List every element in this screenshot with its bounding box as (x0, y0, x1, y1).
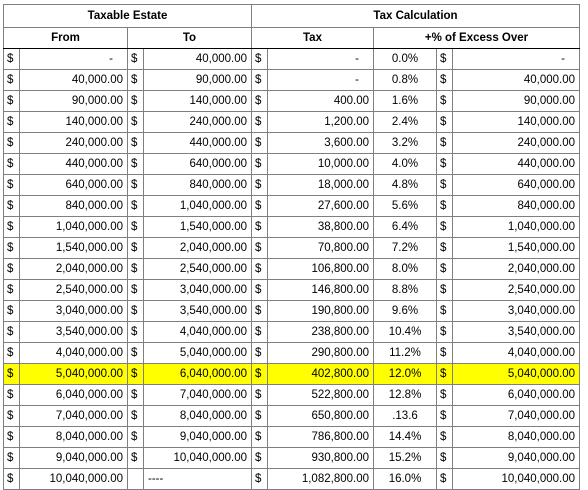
excess-rate: .13.6 (374, 406, 437, 427)
table-row (4, 427, 580, 448)
tax-column-header: Tax (252, 28, 374, 49)
over-currency-symbol: $ (437, 448, 453, 469)
tax-amount: 146,800.00 (268, 280, 374, 301)
from-currency-symbol: $ (4, 112, 20, 133)
from-currency-symbol: $ (4, 154, 20, 175)
to-currency-symbol: $ (128, 322, 144, 343)
table-row (4, 196, 580, 217)
excess-rate: 1.6% (374, 91, 437, 112)
excess-over-amount: 240,000.00 (453, 133, 580, 154)
excess-rate: 14.4% (374, 427, 437, 448)
tax-currency-symbol: $ (252, 301, 268, 322)
tax-currency-symbol: $ (252, 406, 268, 427)
tax-calculation-header: Tax Calculation (252, 5, 580, 28)
from-currency-symbol: $ (4, 322, 20, 343)
to-currency-symbol: $ (128, 301, 144, 322)
over-currency-symbol: $ (437, 280, 453, 301)
from-currency-symbol: $ (4, 91, 20, 112)
from-amount: 7,040,000.00 (20, 406, 128, 427)
over-currency-symbol: $ (437, 175, 453, 196)
over-currency-symbol: $ (437, 322, 453, 343)
tax-amount: - (268, 70, 374, 91)
from-amount: 90,000.00 (20, 91, 128, 112)
over-currency-symbol: $ (437, 217, 453, 238)
from-currency-symbol: $ (4, 448, 20, 469)
excess-rate: 0.8% (374, 70, 437, 91)
excess-over-amount: 440,000.00 (453, 154, 580, 175)
tax-currency-symbol: $ (252, 385, 268, 406)
over-currency-symbol: $ (437, 385, 453, 406)
to-currency-symbol: $ (128, 70, 144, 91)
from-amount: 1,540,000.00 (20, 238, 128, 259)
excess-over-amount: 8,040,000.00 (453, 427, 580, 448)
from-currency-symbol: $ (4, 406, 20, 427)
over-currency-symbol: $ (437, 364, 453, 385)
tax-currency-symbol: $ (252, 133, 268, 154)
excess-rate: 6.4% (374, 217, 437, 238)
table-row (4, 49, 580, 70)
to-amount: 1,040,000.00 (144, 196, 252, 217)
to-amount: 8,040,000.00 (144, 406, 252, 427)
excess-over-amount: 5,040,000.00 (453, 364, 580, 385)
to-amount: 140,000.00 (144, 91, 252, 112)
pct-excess-column-header: +% of Excess Over (374, 28, 580, 49)
to-amount: 5,040,000.00 (144, 343, 252, 364)
to-amount: 40,000.00 (144, 49, 252, 70)
table-row (4, 406, 580, 427)
table-row (4, 217, 580, 238)
tax-amount: 18,000.00 (268, 175, 374, 196)
tax-currency-symbol: $ (252, 427, 268, 448)
over-currency-symbol: $ (437, 301, 453, 322)
from-amount: 40,000.00 (20, 70, 128, 91)
tax-currency-symbol: $ (252, 364, 268, 385)
from-currency-symbol: $ (4, 280, 20, 301)
over-currency-symbol: $ (437, 112, 453, 133)
to-amount: 3,040,000.00 (144, 280, 252, 301)
excess-over-amount: 840,000.00 (453, 196, 580, 217)
to-amount: 640,000.00 (144, 154, 252, 175)
to-currency-symbol: $ (128, 238, 144, 259)
from-amount: 2,040,000.00 (20, 259, 128, 280)
excess-rate: 12.8% (374, 385, 437, 406)
excess-rate: 9.6% (374, 301, 437, 322)
from-column-header: From (4, 28, 128, 49)
excess-over-amount: 140,000.00 (453, 112, 580, 133)
excess-rate: 11.2% (374, 343, 437, 364)
to-column-header: To (128, 28, 252, 49)
table-row (4, 112, 580, 133)
excess-over-amount: 2,040,000.00 (453, 259, 580, 280)
tax-table-container (3, 4, 580, 490)
from-currency-symbol: $ (4, 469, 20, 490)
from-currency-symbol: $ (4, 49, 20, 70)
tax-currency-symbol: $ (252, 154, 268, 175)
from-amount: 640,000.00 (20, 175, 128, 196)
to-currency-symbol: $ (128, 343, 144, 364)
to-currency-symbol: $ (128, 175, 144, 196)
table-row (4, 448, 580, 469)
tax-currency-symbol: $ (252, 469, 268, 490)
over-currency-symbol: $ (437, 343, 453, 364)
over-currency-symbol: $ (437, 406, 453, 427)
group-header-row (4, 5, 580, 28)
excess-rate: 15.2% (374, 448, 437, 469)
to-currency-symbol (128, 469, 144, 490)
excess-over-amount: 4,040,000.00 (453, 343, 580, 364)
to-amount: 6,040,000.00 (144, 364, 252, 385)
tax-amount: 290,800.00 (268, 343, 374, 364)
from-amount: 8,040,000.00 (20, 427, 128, 448)
from-amount: - (20, 49, 128, 70)
to-currency-symbol: $ (128, 259, 144, 280)
to-amount: 440,000.00 (144, 133, 252, 154)
from-amount: 5,040,000.00 (20, 364, 128, 385)
tax-amount: 3,600.00 (268, 133, 374, 154)
table-row (4, 154, 580, 175)
over-currency-symbol: $ (437, 427, 453, 448)
table-row (4, 469, 580, 490)
to-amount: ---- (144, 469, 252, 490)
over-currency-symbol: $ (437, 133, 453, 154)
from-amount: 1,040,000.00 (20, 217, 128, 238)
tax-amount: 650,800.00 (268, 406, 374, 427)
table-row (4, 238, 580, 259)
taxable-estate-header: Taxable Estate (4, 5, 252, 28)
to-amount: 10,040,000.00 (144, 448, 252, 469)
from-amount: 840,000.00 (20, 196, 128, 217)
to-currency-symbol: $ (128, 49, 144, 70)
from-currency-symbol: $ (4, 217, 20, 238)
to-currency-symbol: $ (128, 427, 144, 448)
from-currency-symbol: $ (4, 133, 20, 154)
tax-amount: 786,800.00 (268, 427, 374, 448)
over-currency-symbol: $ (437, 238, 453, 259)
table-row-highlighted (4, 364, 580, 385)
table-row (4, 343, 580, 364)
tax-table-body (4, 49, 580, 490)
excess-rate: 4.8% (374, 175, 437, 196)
to-currency-symbol: $ (128, 112, 144, 133)
tax-currency-symbol: $ (252, 91, 268, 112)
excess-over-amount: 640,000.00 (453, 175, 580, 196)
tax-currency-symbol: $ (252, 322, 268, 343)
from-currency-symbol: $ (4, 385, 20, 406)
from-amount: 3,040,000.00 (20, 301, 128, 322)
excess-over-amount: 3,040,000.00 (453, 301, 580, 322)
from-currency-symbol: $ (4, 196, 20, 217)
to-amount: 7,040,000.00 (144, 385, 252, 406)
from-currency-symbol: $ (4, 301, 20, 322)
excess-over-amount: 2,540,000.00 (453, 280, 580, 301)
excess-rate: 16.0% (374, 469, 437, 490)
tax-amount: 522,800.00 (268, 385, 374, 406)
tax-currency-symbol: $ (252, 70, 268, 91)
excess-over-amount: 90,000.00 (453, 91, 580, 112)
to-currency-symbol: $ (128, 364, 144, 385)
table-row (4, 259, 580, 280)
to-amount: 4,040,000.00 (144, 322, 252, 343)
tax-amount: 238,800.00 (268, 322, 374, 343)
from-amount: 2,540,000.00 (20, 280, 128, 301)
excess-rate: 3.2% (374, 133, 437, 154)
from-currency-symbol: $ (4, 259, 20, 280)
to-currency-symbol: $ (128, 385, 144, 406)
to-currency-symbol: $ (128, 280, 144, 301)
tax-amount: 402,800.00 (268, 364, 374, 385)
to-currency-symbol: $ (128, 133, 144, 154)
tax-amount: 190,800.00 (268, 301, 374, 322)
table-row (4, 301, 580, 322)
excess-over-amount: 3,540,000.00 (453, 322, 580, 343)
tax-currency-symbol: $ (252, 112, 268, 133)
to-amount: 3,540,000.00 (144, 301, 252, 322)
over-currency-symbol: $ (437, 196, 453, 217)
table-row (4, 322, 580, 343)
excess-rate: 2.4% (374, 112, 437, 133)
excess-over-amount: 6,040,000.00 (453, 385, 580, 406)
excess-rate: 8.0% (374, 259, 437, 280)
excess-rate: 4.0% (374, 154, 437, 175)
tax-amount: 400.00 (268, 91, 374, 112)
to-amount: 840,000.00 (144, 175, 252, 196)
tax-currency-symbol: $ (252, 448, 268, 469)
excess-over-amount: - (453, 49, 580, 70)
table-row (4, 91, 580, 112)
excess-over-amount: 40,000.00 (453, 70, 580, 91)
excess-over-amount: 7,040,000.00 (453, 406, 580, 427)
from-amount: 3,540,000.00 (20, 322, 128, 343)
to-amount: 90,000.00 (144, 70, 252, 91)
to-amount: 240,000.00 (144, 112, 252, 133)
from-amount: 10,040,000.00 (20, 469, 128, 490)
table-row (4, 70, 580, 91)
from-currency-symbol: $ (4, 70, 20, 91)
to-currency-symbol: $ (128, 406, 144, 427)
from-amount: 440,000.00 (20, 154, 128, 175)
tax-amount: - (268, 49, 374, 70)
to-currency-symbol: $ (128, 91, 144, 112)
over-currency-symbol: $ (437, 91, 453, 112)
to-amount: 1,540,000.00 (144, 217, 252, 238)
excess-rate: 10.4% (374, 322, 437, 343)
from-currency-symbol: $ (4, 364, 20, 385)
tax-currency-symbol: $ (252, 280, 268, 301)
tax-currency-symbol: $ (252, 259, 268, 280)
over-currency-symbol: $ (437, 469, 453, 490)
to-amount: 2,540,000.00 (144, 259, 252, 280)
from-currency-symbol: $ (4, 175, 20, 196)
excess-over-amount: 9,040,000.00 (453, 448, 580, 469)
to-currency-symbol: $ (128, 196, 144, 217)
over-currency-symbol: $ (437, 70, 453, 91)
tax-amount: 1,200.00 (268, 112, 374, 133)
from-currency-symbol: $ (4, 427, 20, 448)
table-row (4, 175, 580, 196)
to-amount: 9,040,000.00 (144, 427, 252, 448)
tax-currency-symbol: $ (252, 196, 268, 217)
table-row (4, 280, 580, 301)
tax-amount: 930,800.00 (268, 448, 374, 469)
to-currency-symbol: $ (128, 448, 144, 469)
tax-currency-symbol: $ (252, 175, 268, 196)
column-header-row (4, 28, 580, 49)
tax-currency-symbol: $ (252, 49, 268, 70)
from-amount: 6,040,000.00 (20, 385, 128, 406)
over-currency-symbol: $ (437, 154, 453, 175)
excess-over-amount: 1,040,000.00 (453, 217, 580, 238)
to-currency-symbol: $ (128, 154, 144, 175)
excess-over-amount: 1,540,000.00 (453, 238, 580, 259)
excess-rate: 8.8% (374, 280, 437, 301)
over-currency-symbol: $ (437, 49, 453, 70)
to-currency-symbol: $ (128, 217, 144, 238)
excess-over-amount: 10,040,000.00 (453, 469, 580, 490)
tax-amount: 106,800.00 (268, 259, 374, 280)
from-currency-symbol: $ (4, 343, 20, 364)
from-amount: 240,000.00 (20, 133, 128, 154)
excess-rate: 12.0% (374, 364, 437, 385)
tax-amount: 10,000.00 (268, 154, 374, 175)
table-row (4, 385, 580, 406)
from-amount: 140,000.00 (20, 112, 128, 133)
estate-tax-table (3, 4, 580, 490)
tax-amount: 27,600.00 (268, 196, 374, 217)
excess-rate: 0.0% (374, 49, 437, 70)
tax-amount: 1,082,800.00 (268, 469, 374, 490)
tax-currency-symbol: $ (252, 343, 268, 364)
table-row (4, 133, 580, 154)
tax-currency-symbol: $ (252, 217, 268, 238)
from-amount: 4,040,000.00 (20, 343, 128, 364)
over-currency-symbol: $ (437, 259, 453, 280)
tax-currency-symbol: $ (252, 238, 268, 259)
from-currency-symbol: $ (4, 238, 20, 259)
tax-amount: 70,800.00 (268, 238, 374, 259)
tax-amount: 38,800.00 (268, 217, 374, 238)
from-amount: 9,040,000.00 (20, 448, 128, 469)
to-amount: 2,040,000.00 (144, 238, 252, 259)
excess-rate: 5.6% (374, 196, 437, 217)
excess-rate: 7.2% (374, 238, 437, 259)
